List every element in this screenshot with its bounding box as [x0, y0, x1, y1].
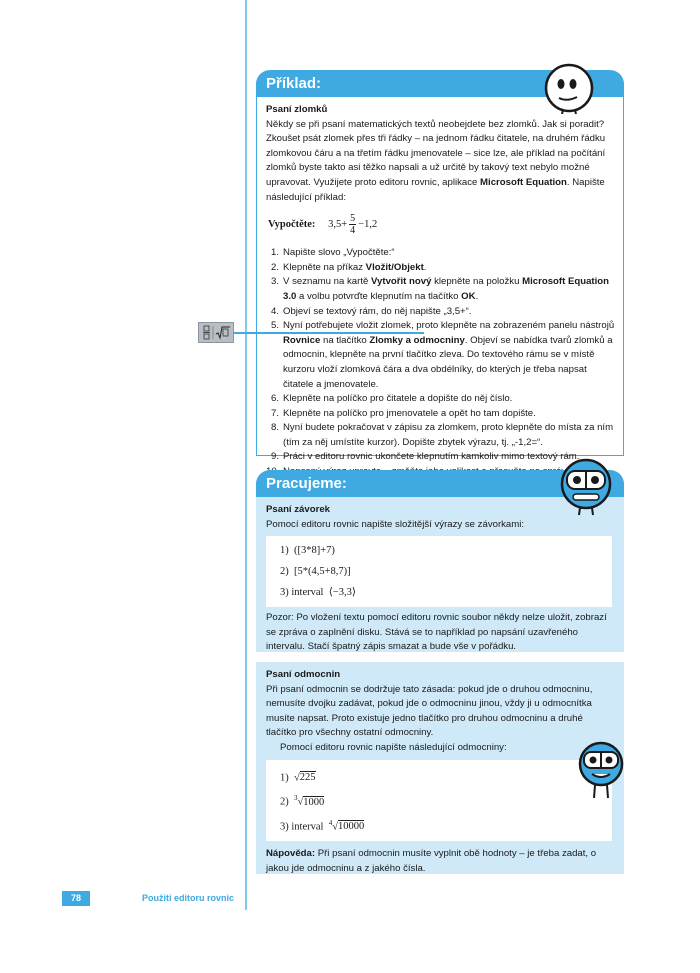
zavorky-box	[256, 497, 624, 652]
example-label: Vypočtěte:	[268, 219, 316, 231]
priklad-subtitle: Psaní zlomků	[266, 104, 328, 115]
equation-row: 3) interval $^4$√10000	[280, 818, 365, 833]
mascot-goggles-icon-2	[578, 740, 624, 800]
example-expression	[268, 213, 615, 236]
priklad-body	[256, 97, 624, 463]
equation-row: 1) √225	[280, 772, 316, 784]
icon-connector-line	[234, 332, 424, 334]
equation-row: 3) interval ⟨−3,3⟩	[280, 587, 356, 599]
zavorky-title: Psaní závorek	[266, 504, 330, 515]
odmocniny-task: Pomocí editoru rovnic napište následující odmocniny:	[280, 741, 507, 753]
zavorky-equations	[266, 536, 612, 607]
chapter-title: Použití editoru rovnic	[142, 893, 235, 903]
odmocniny-title: Psaní odmocnin	[266, 669, 341, 680]
steps-list	[266, 246, 615, 480]
list-item: 2. Klepněte na příkaz Vložit/Objekt.	[270, 261, 427, 273]
odmocniny-equations	[266, 760, 612, 842]
list-item: 8. Nyní budete pokračovat v zápisu za zlomkem, proto klepněte do místa za ním (tím za něj umístíte kurzor). Dopište zbytek výrazu, tj. „-1,2=“.	[270, 422, 614, 448]
list-item: 5. Nyní potřebujete vložit zlomek, proto klepněte na zobrazeném panelu nástrojů Rovnice na tlačítko Zlomky a odmocniny. Objeví se nabídka tvarů zlomků a odmocnin, klepněte na první tlačítko zleva. Do textového rámu se v místě kurzoru vloží zlomková čára a dva obdélníky, do kterých je třeba napsat čitatele a jmenovatele.	[270, 320, 615, 390]
example-formula: 3,5+ $\frac{5}{4}$ −1,2	[328, 213, 378, 237]
zavorky-note: Pozor: Po vložení textu pomocí editoru rovnic soubor někdy nelze uložit, zobrazí se zpráva o zaplnění disku. Stává se to například po napsání uzavřeného intervalu. Stačí špatný zápis smazat a bude vše v pořádku.	[266, 612, 607, 653]
equation-row: 2) [5*(4,5+8,7)]	[280, 566, 351, 578]
list-item: 1. Napište slovo „Vypočtěte:“	[270, 247, 395, 259]
list-item: 4. Objeví se textový rám, do něj napište „3,5+“.	[270, 305, 472, 317]
equation-row: 1) ([3*8]+7)	[280, 545, 335, 557]
list-item: 9. Práci v editoru rovnic ukončete klepnutím kamkoliv mimo textový rám.	[270, 451, 580, 463]
list-item: 3. V seznamu na kartě Vytvořit nový klepněte na položku Microsoft Equation 3.0 a volbu potvrďte klepnutím na tlačítko OK.	[270, 276, 609, 302]
mascot-icon	[543, 62, 595, 114]
fraction-root-toolbar-icon	[198, 322, 234, 343]
list-item: 7. Klepněte na políčko pro jmenovatele a opět ho tam dopište.	[270, 407, 536, 419]
equation-row: 2) $^3$√1000	[280, 794, 325, 808]
odmocniny-intro: Při psaní odmocnin se dodržuje tato zásada: pokud jde o druhou odmocninu, nemusíte dvojku zadávat, pokud jde o odmocninu jinou, vždy ji u odmocnítka musíte napsat. Proto existuje jedno tlačítko pro druhou odmocninu a druhé tlačítko pro všechny ostatní odmocniny.	[266, 683, 593, 739]
page-number: 78	[62, 891, 90, 906]
mascot-goggles-icon	[558, 458, 614, 516]
pracujeme-title: Pracujeme:	[266, 475, 347, 492]
odmocniny-box	[256, 662, 624, 874]
priklad-title: Příklad:	[266, 75, 322, 92]
margin-rule	[245, 0, 247, 910]
priklad-intro: Někdy se při psaní matematických textů neobejdete bez zlomků. Jak si poradit? Zkoušet psát zlomek přes tři řádky – na jednom řádku čitatele, na druhém řádku zlomkovou čáru a na třetím řádku jmenovatele – sice lze, ale příklad na počítání zlomků byste takto asi těžko napsali a už určitě by takový text nebylo možné upravovat. Využijete proto editoru rovnic, aplikace Microsoft Equation. Napište následující příklad:	[266, 118, 606, 203]
list-item: 6. Klepněte na políčko pro čitatele a dopište do něj číslo.	[270, 393, 513, 405]
hint: Nápověda: Při psaní odmocnin musíte vyplnit obě hodnoty – je třeba zadat, o jakou jde odmocninu a z jakého čísla.	[266, 848, 597, 874]
zavorky-intro: Pomocí editoru rovnic napište složitější výrazy se závorkami:	[266, 518, 525, 530]
